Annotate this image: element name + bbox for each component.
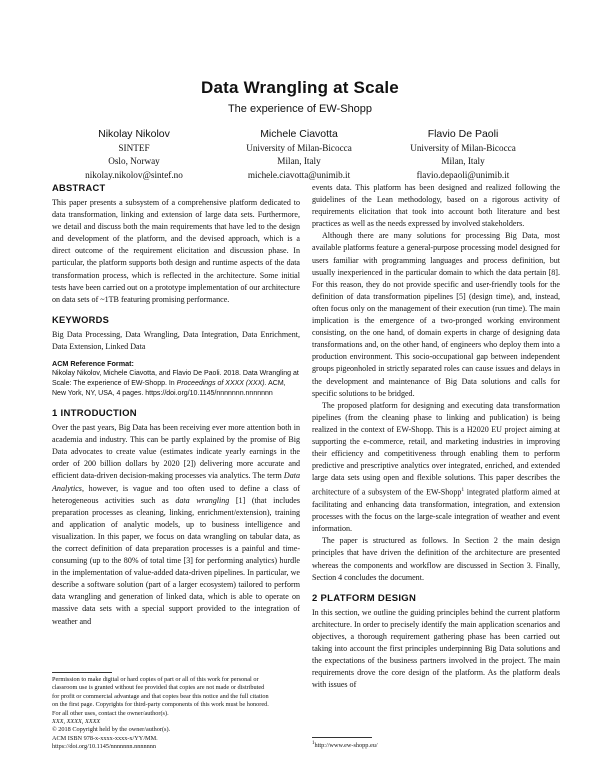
abstract-text: This paper presents a subsystem of a comprehensive platform dedicated to data transformation, linking and extension of large data sets. Furthermore, we detail and discuss both the main requirements that have led to the design and development of the platform, and the devised approach, which is a direct outcome of the requirement elicitation and discussion phase. In particular, the platform supports both design and runtime aspects of the data transformation process, which is reflected in the architecture. Some initial tests have been carried out on a prototype implementation of our architecture on data sets of ~1TB featuring promising performance.	[52, 198, 300, 304]
author-affiliation: University of Milan-Bicocca	[246, 142, 352, 153]
url-footnote: $^1$http://www.ew-shopp.eu/	[312, 741, 378, 750]
author-location: Milan, Italy	[277, 156, 321, 166]
author-name: Flavio De Paoli	[427, 128, 499, 140]
author-email: flavio.depaoli@unimib.it	[416, 169, 510, 180]
introduction-heading: 1 INTRODUCTION	[52, 408, 137, 420]
right-column	[312, 182, 560, 691]
platform-design-heading: 2 PLATFORM DESIGN	[312, 592, 417, 604]
introduction-paragraph: Over the past years, Big Data has been receiving ever more attention both in academia and industry. This can be partly explained by the promise of Big Data advocates to create value (estimates indicate yearly earnings in the order of 200 billion dollars by 2020 [2]) delivering more accurate and efficient data-driven decision-making processes via analytics. The term Data Analytics, however, is vague and too often used to define a class of heterogeneous activities such as data wrangling [1] (that includes preparation processes as cleaning, linking, enrichment/extension), training and application of analytic models, up to business intelligence and visualization. In this paper, we focus on data wrangling on tabular data, as the correct definition of data preparation processes is a painful and time-consuming (up to the 80% of total time [3] for performing analytics) hurdle in the implementation of value-added data-driven pipelines. In particular, we describe a software solution (part of a larger ecosystem) tailored to perform data wrangling and generation of linked data, which is able to operate on massive data sets with a special support provided to the integration of weather and	[52, 423, 300, 626]
acm-reference-heading: ACM Reference Format:	[52, 359, 134, 369]
author-location: Oslo, Norway	[108, 156, 160, 166]
paper-title: Data Wrangling at Scale	[201, 78, 399, 97]
author-block	[214, 128, 384, 182]
footnote-marker: 1	[461, 487, 465, 494]
author-affiliation: University of Milan-Bicocca	[410, 142, 516, 153]
author-email: nikolay.nikolov@sintef.no	[85, 169, 183, 180]
introduction-paragraph-continued: events data. This platform has been designed and realized following the guidelines of the Lean methodology, based on a rigorous activity of requirements elicitation that took into account both literature and best practices as well as the needs expressed by involved stakeholders.	[312, 183, 560, 229]
abstract-heading: ABSTRACT	[52, 183, 106, 193]
introduction-paragraph: The paper is structured as follows. In Section 2 the main design principles that have driven the definition of the architecture are presented whereas the components and workflow are discussed in Section 3. Finally, Section 4 concludes the document.	[312, 536, 560, 582]
footnote-rule	[312, 737, 372, 738]
introduction-paragraph: The proposed platform for designing and executing data transformation pipelines (from the cleaning phase to linking and publication) is being realized in the context of EW-Shopp. This is a H2020 EU project aiming at supporting the e-commerce, retail, and marketing industries in improving their efficiency and competitiveness through enabling them to perform predictive and prescriptive analytics over integrated, enriched, and extended large data sets using open and flexible solutions. This paper describes the architecture of a subsystem of the EW-Shopp$^1$ integrated platform aimed at facilitating and enhancing data transformation, integration, and extension processes with the focus on the large-scale integration of weather and event information.	[312, 400, 560, 534]
platform-design-paragraph: In this section, we outline the guiding principles behind the current platform architecture. In order to precisely identify the main application scenarios and objectives, a thorough requirement gathering phase has been carried out taking into account the first principles underpinning Big Data solutions and the expectations of the business partners involved in the project. The main requirements drove the core design of the platform. As the platform deals with issues of	[312, 607, 560, 690]
author-block	[378, 128, 548, 182]
permission-footnote: Permission to make digital or hard copies of part or all of this work for personal or classroom use is granted without fee provided that copies are not made or distributed for profit or commercial advantage and that copies bear this notice and the full citation on the first page. Copyrights for third-party components of this work must be honored. For all other uses, contact the owner/author(s). XXX, XXXX, XXXX © 2018 Copyright held by the owner/author(s). ACM ISBN 978-x-xxxx-xxxx-x/YY/MM. https://doi.org/10.1145/nnnnnnn.nnnnnnn	[52, 676, 269, 751]
footnote-rule	[52, 672, 112, 673]
acm-reference-text: Nikolay Nikolov, Michele Ciavotta, and Flavio De Paoli. 2018. Data Wrangling at Scale: The experience of EW-Shopp. In Proceedings of XXXX (XXX). ACM, New York, NY, USA, 4 pages. https://doi.org/10.1145/nnnnnnn.nnnnnnn	[52, 370, 299, 398]
keywords-heading: KEYWORDS	[52, 314, 110, 325]
left-column	[52, 182, 300, 628]
keywords-text: Big Data Processing, Data Wrangling, Data Integration, Data Enrichment, Data Extension, Linked Data	[52, 329, 300, 351]
author-location: Milan, Italy	[441, 156, 485, 166]
author-block	[49, 128, 219, 182]
introduction-paragraph: Although there are many solutions for processing Big Data, most available platforms feature a general-purpose processing model designed for users familiar with programming languages and process definition, but usually inexperienced in the particular domain to which the data pertain [8]. For this reason, they do not provide specific and user-friendly tools for the definition of data transformation pipelines [5] (design time), and, instead, often focus only on the management of their execution (run time). The main implication is the emergence of a two-pronged working environment consisting, on the one hand, of domain experts in charge of designing data transformations and, on the other hand, of engineers who deploy them into a production environment. This socio-occupational gap between independent groups pigeonholed in strictly separated roles can cause issues and delays in the development and maintenance of Big Data solutions and calls for specific solutions to be bridged.	[312, 231, 560, 398]
paper-subtitle: The experience of EW-Shopp	[227, 103, 373, 115]
author-affiliation: SINTEF	[118, 142, 150, 153]
author-name: Nikolay Nikolov	[98, 128, 170, 140]
author-name: Michele Ciavotta	[260, 128, 338, 140]
author-email: michele.ciavotta@unimib.it	[247, 169, 351, 180]
